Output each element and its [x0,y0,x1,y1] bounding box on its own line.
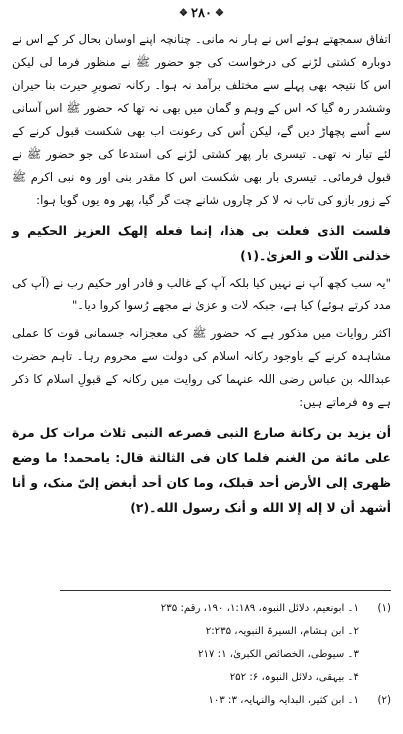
footnote-divider [60,590,391,591]
footnote-number: (۲) [377,695,391,706]
footnote-row [12,620,391,643]
paragraph-2: اکثر روایات میں مذکور ہے کہ حضور ﷺ کی معجزانہ جسمانی قوت کا عملی مشاہدہ کرنے کے باوجود رکانہ اسلام کی دولت سے محروم رہا۔ تاہم حضرت عبداللہ بن عباس رضی اللہ عنہما کی روایت میں رکانہ کے قبولِ اسلام کا ذکر ہے وہ فرماتے ہیں: [12,326,391,409]
footnote-row [12,666,391,689]
footnote-row [12,689,391,712]
footnote-number [369,643,391,666]
paragraph-1: اتفاق سمجھتے ہوئے اس نے ہار نہ مانی۔ چنانچہ اپنے اوسان بحال کر کے اس نے دوبارہ کشتی لڑنے کی درخواست کی جو حضور ﷺ نے منظور فرما لی لیکن اس کا نتیجہ بھی پہلے سے مختلف برآمد نہ ہوا۔ رکانہ تصویرِ حیرت بنا حیران وششدر رہ گیا کہ اس کے وہم و گمان میں بھی نہ تھا کہ حضور ﷺ اس آسانی سے اُسے پچھاڑ دیں گے، لیکن اُس کی رعونت اب بھی شکست قبول کرنے کے لئے تیار نہ تھی۔ تیسری بار پھر کشتی لڑنے کی استدعا کی جو حضور ﷺ نے قبول فرمائی۔ تیسری بار بھی شکست اس کا مقدر بنی اور وہ نبی اکرم ﷺ کے زور بازو کی تاب نہ لا کر چاروں شانے چت گر گیا، پھر وہ یوں گویا ہوا: [12,32,391,207]
footnote-text: ۲۔ ابن ہشام، السیرۃ النبویہ، ۲:۲۳۵ [205,626,359,637]
arabic-quote-1: فلست الذی فعلت بی هذا، إنما فعله إلهک العزیز الحکیم و خذلنی اللّات و العزیٰ۔(۱) [12,223,391,263]
footnote-text: ۴۔ بیہقی، دلائل النبوہ، ۶: ۲۵۲ [229,672,359,683]
footnote-number [369,666,391,689]
translation-1: "یہ سب کچھ آپ نے نہیں کیا بلکہ آپ کے غالب و قادر اور حکیم رب نے (آپ کی مدد کرتے ہوئے) کیا ہے، جبکہ لات و عزیٰ نے مجھے رُسوا کروا دیا۔" [12,276,391,312]
footnote-row [12,643,391,666]
footnotes [12,597,391,712]
footnote-number: (۱) [377,603,391,614]
footnote-row [12,597,391,620]
page-body [12,28,391,524]
footnote-number [369,620,391,643]
page-number-box [179,6,224,21]
footnote-text: ۱۔ ابونعیم، دلائل النبوہ، ۱:۱۸۹، ۱۹۰، رقم: ۲۳۵ [160,603,359,614]
ornament-right-icon: ❖ [214,7,224,19]
ornament-left-icon: ❖ [179,7,189,19]
footnote-text: ۱۔ ابن کثیر، البدایہ والنہایہ، ۳: ۱۰۳ [208,695,359,706]
footnote-text: ۳۔ سیوطی، الخصائص الکبریٰ، ۱: ۲۱۷ [197,649,359,660]
page-number: ۲۸۰ [191,5,212,21]
arabic-quote-2: أن یزید بن رکانة صارع النبی فصرعه النبی ثلاث مرات کل مرة علی مائة من الغنم فلما کان فی الثالثة قال: یامحمد! ما وضع ظهری إلی الأرض أحد قبلک، وما کان أحد أبغض إلیّ منک، و أنا أشهد أن لا إله إلا الله و أنک رسول الله۔(۲) [12,425,391,515]
page-header [0,2,403,24]
